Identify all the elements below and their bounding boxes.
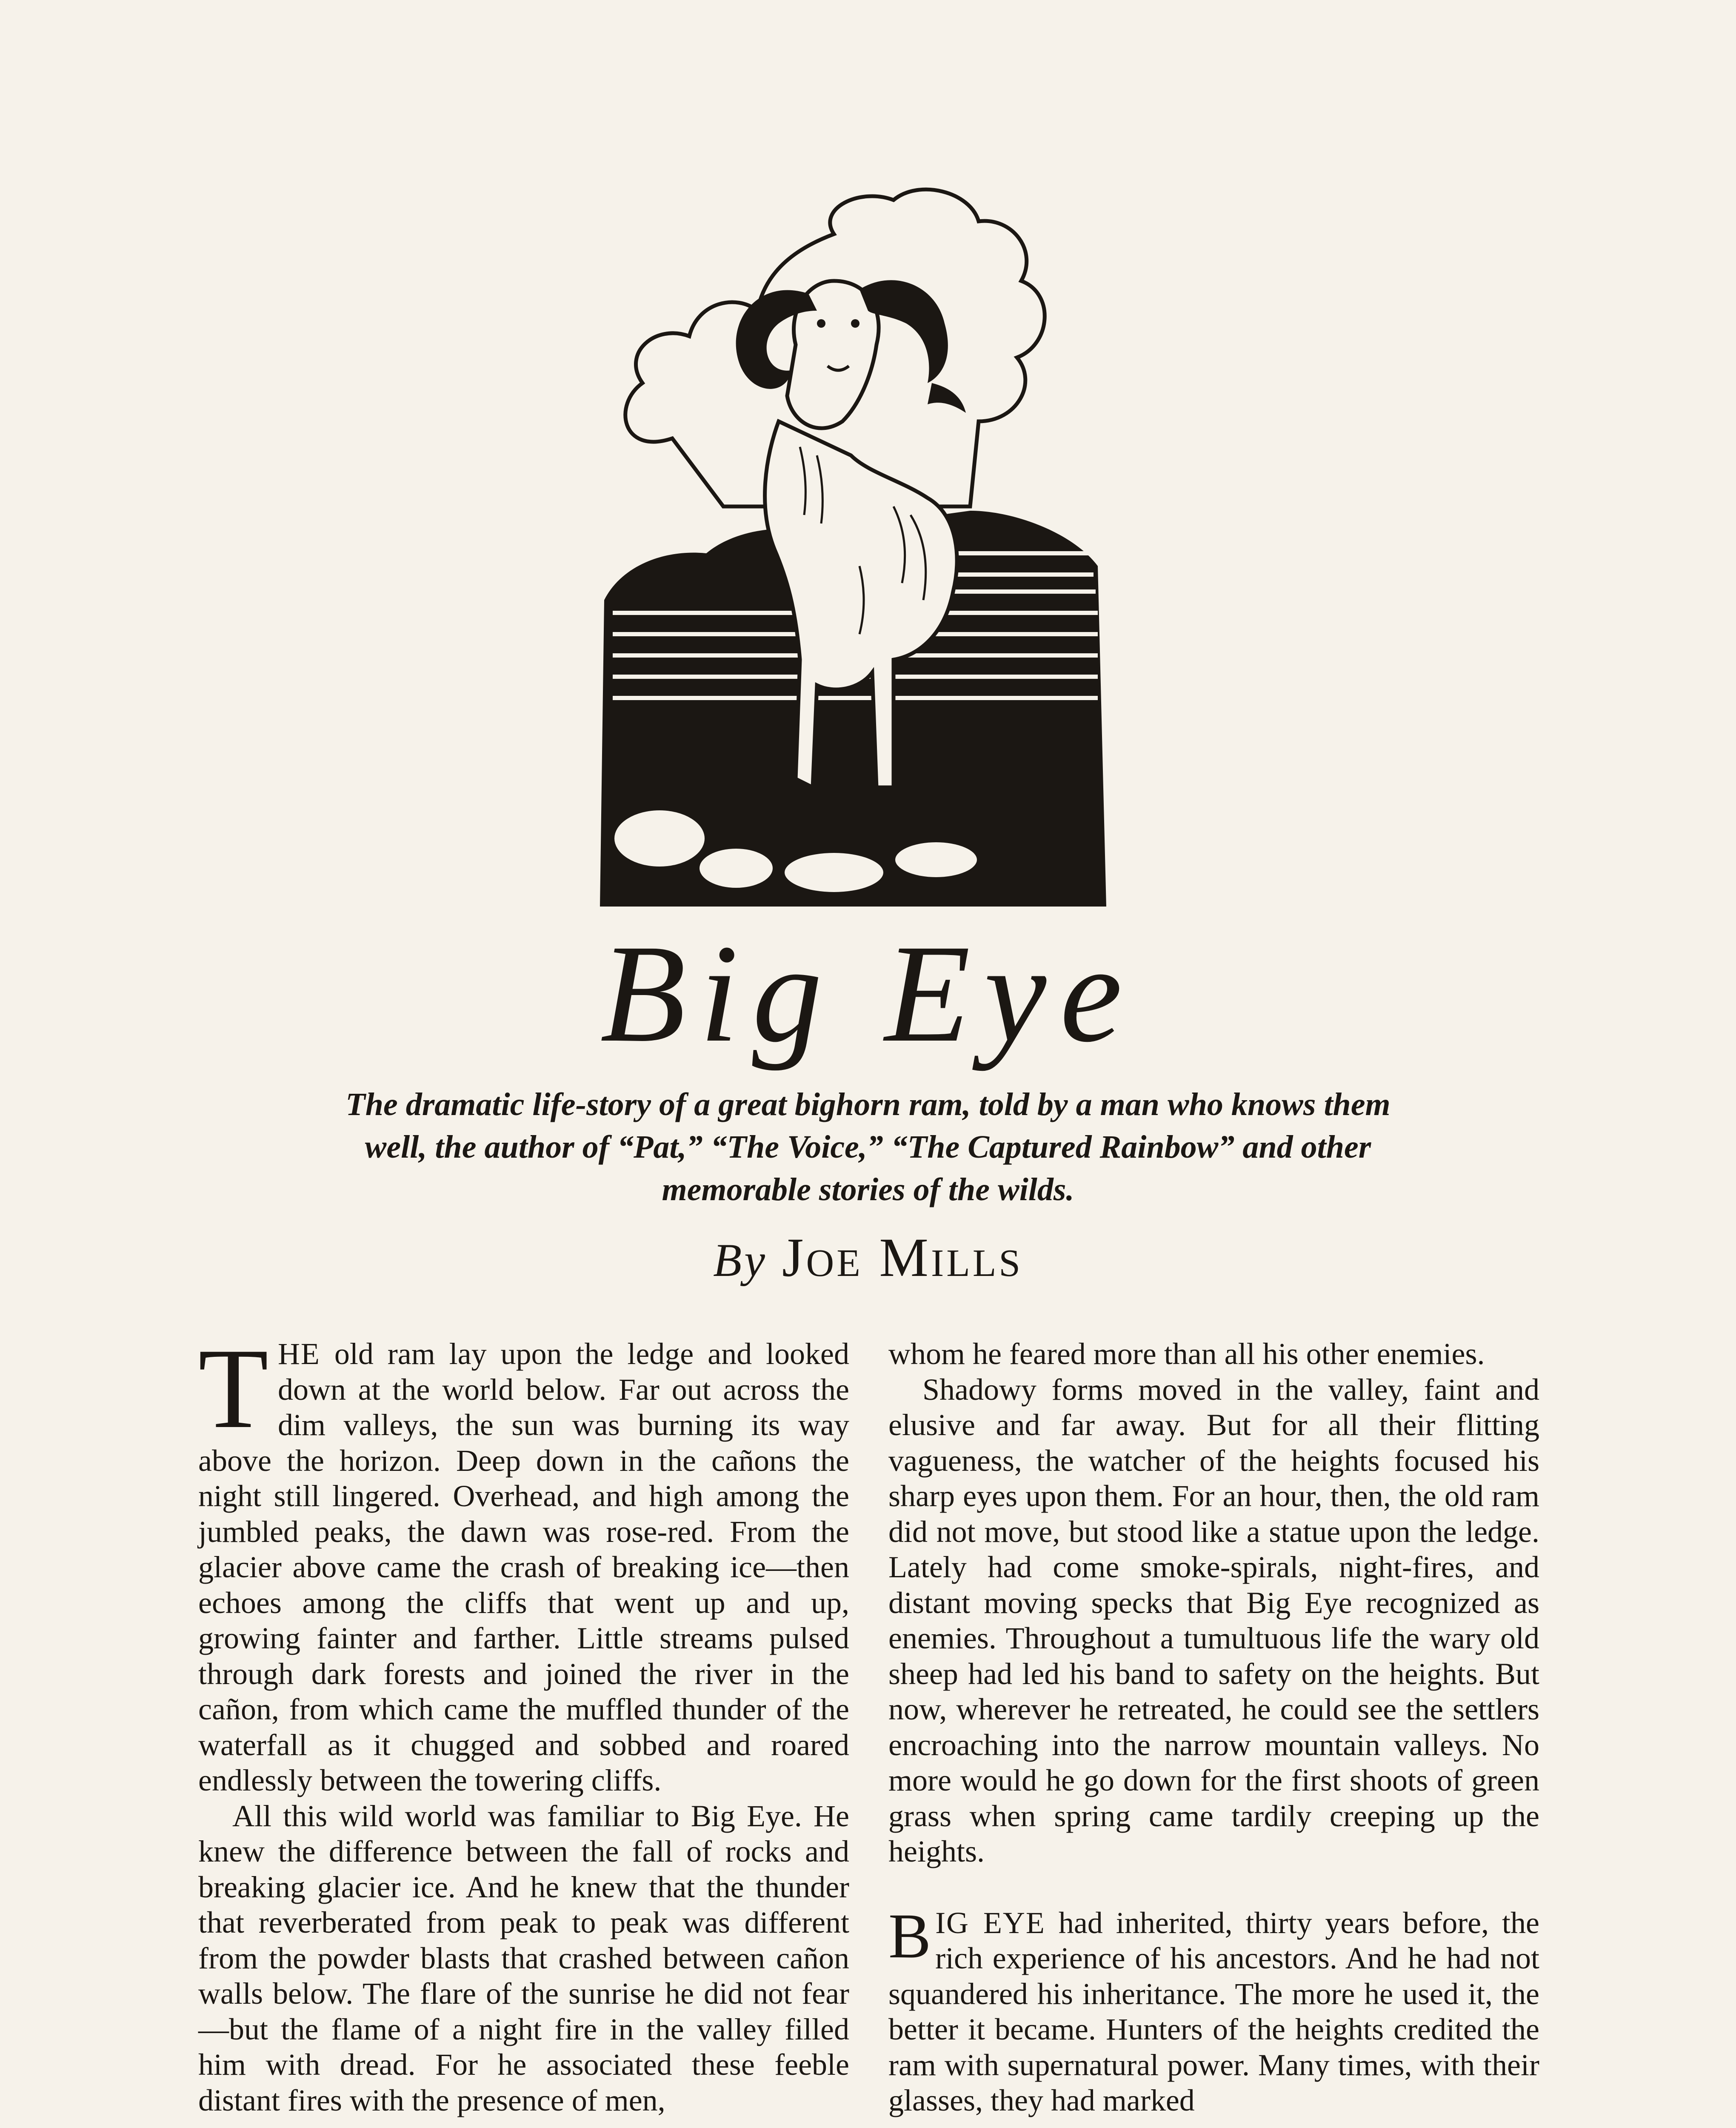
paragraph — [198, 1325, 849, 1799]
paragraph: Shadowy forms moved in the valley, faint and elusive and far away. But for all their flitting vagueness, the watcher of the heights focused his sharp eyes upon them. For an hour, then, the old ram did not move, but stood like a statue upon the ledge. Lately had come smoke-spirals, night-fires, and distant moving specks that Big Eye recognized as enemies. Throughout a tumultuous life the wary old sheep had led his band to safety on the heights. But now, wherever he retreated, he could see the settlers encroaching into the narrow mountain valleys. No more would he go down for the first shoots of green grass when spring came tardily creeping up the heights. — [888, 1372, 1539, 1868]
text-column-left — [198, 1325, 849, 2118]
paragraph: whom he feared more than all his other enemies. — [888, 1337, 1485, 1371]
drop-cap: T — [198, 1325, 268, 1452]
byline-prefix: By — [713, 1234, 768, 1286]
paragraph: All this wild world was familiar to Big Eye. He knew the difference between the fall of rocks and breaking glacier ice. And he knew that the thunder that reverberated from peak to peak was different from the powder blasts that crashed between cañon walls below. The flare of the sunrise he did not fear—but the flame of a night fire in the valley filled him with dread. For he associated these feeble distant fires with the presence of men, — [198, 1799, 849, 2117]
author-name: Joe Mills — [782, 1227, 1023, 1288]
lead-in: IG EYE — [935, 1905, 1045, 1940]
paragraph — [888, 1900, 1539, 2119]
section-break — [888, 1870, 1539, 1905]
byline — [0, 1227, 1736, 1288]
paragraph-text: had inherited, thirty years before, the rich experience of his ancestors. And he had not squandered his inheritance. The more he used it, the better it became. Hunters of the heights credited the ram with supernatural power. Many times, with their glasses, they had marked — [888, 1905, 1539, 2117]
paragraph-text: old ram lay upon the ledge and looked down at the world below. Far out across the dim valleys, the sun was burning its way above the horizon. Deep down in the cañons the night still lingered. Overhead, and high among the jumbled peaks, the dawn was rose-red. From the glacier above came the crash of breaking ice—then echoes among the cliffs that went up and up, growing fainter and farther. Little streams pulsed through dark forests and joined the river in the cañon, from which came the muffled thunder of the waterfall as it chugged and sobbed and roared endlessly between the towering cliffs. — [198, 1337, 849, 1797]
text-column-right — [888, 1336, 1539, 2119]
article-dek: The dramatic life-story of a great bighorn ram, told by a man who knows them well, the author of “Pat,” “The Voice,” “The Captured Rainbow” and other memorable stories of the wilds. — [345, 1087, 1391, 1207]
bighorn-ram-illustration — [596, 183, 1115, 907]
drop-cap: B — [888, 1900, 931, 1971]
lead-in: HE — [277, 1337, 320, 1371]
article-title: Big Eye — [600, 916, 1136, 1071]
